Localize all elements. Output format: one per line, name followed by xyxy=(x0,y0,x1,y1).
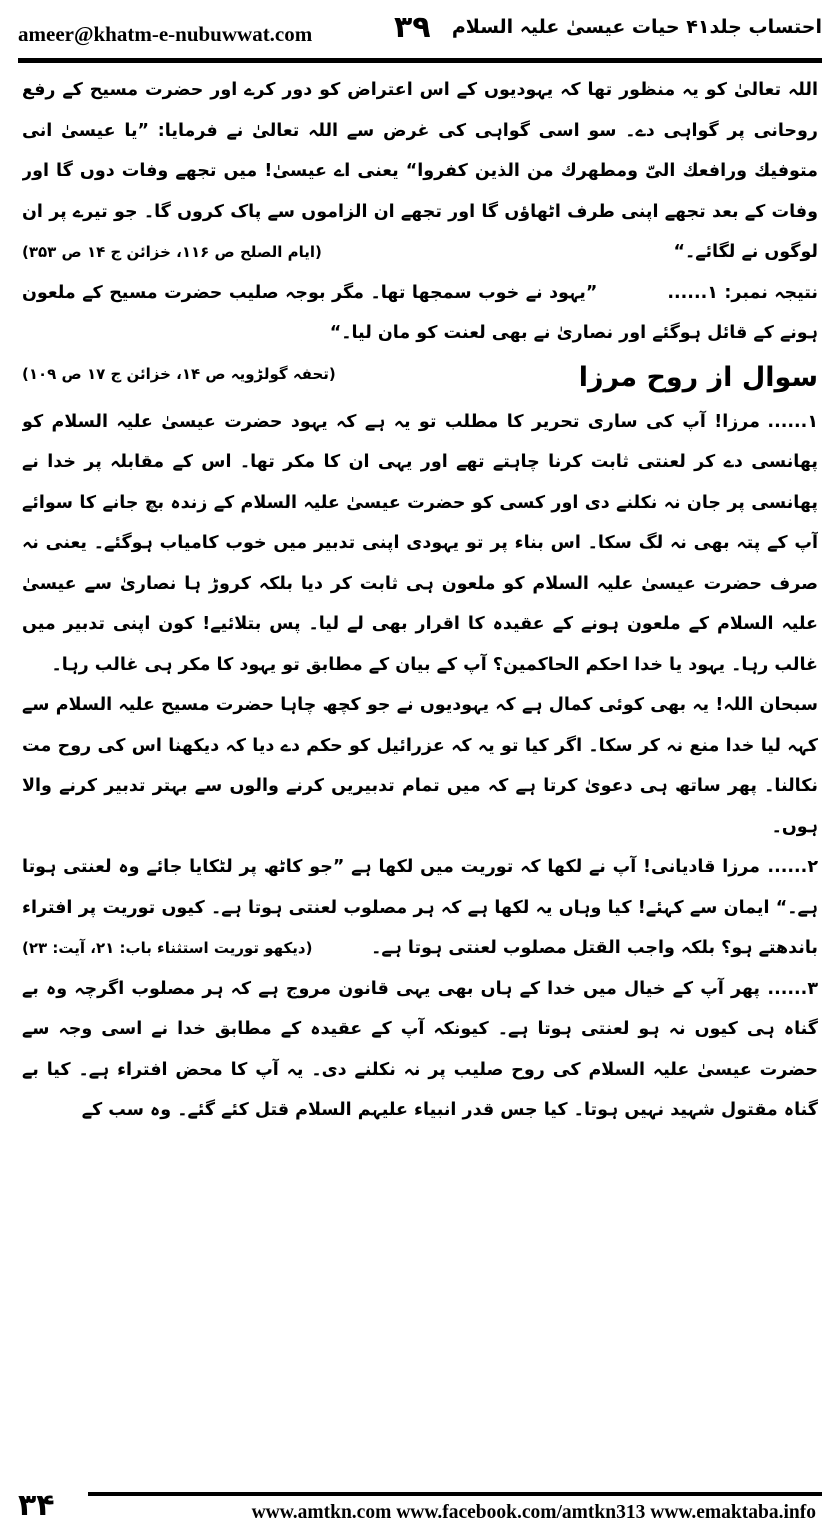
header-email[interactable]: ameer@khatm-e-nubuwwat.com xyxy=(18,22,313,46)
question-3-number: ۳...... xyxy=(767,978,818,999)
question-2-number: ۲...... xyxy=(767,857,818,877)
question-1-text: مرزا! آپ کی ساری تحریر کا مطلب تو یہ ہے کہ یہود حضرت عیسیٰ علیہ السلام کو پھانسی دے کر لعنتی ثابت کرنا چاہتے تھے اور یہی ان کا مکر تھا۔ اس کے مقابلہ پر خدا نے پھانسی پر جان نہ نکلنے دی اور کسی کو حضرت عیسیٰ علیہ السلام کے زندہ بچ جانے کا سوائے آپ کے پتہ بھی نہ لگ سکا۔ اس بناء پر تو یہودی اپنی تدبیر میں خوب کامیاب ہوگئے۔ یعنی نہ صرف حضرت عیسیٰ علیہ السلام کو ملعون ہی ثابت کر دیا بلکہ کروڑ ہا نصاریٰ سے عیسیٰ علیہ السلام کے ملعون ہونے کے عقیدہ کا اقرار بھی لے لیا۔ پس بتلائیے! کون اپنی تدبیر میں غالب رہا۔ یہود یا خدا احکم الحاکمین؟ آپ کے بیان کے مطابق تو یہود کا مکر ہی غالب رہا۔ xyxy=(22,411,818,675)
question-2-text: مرزا قادیانی! آپ نے لکھا کہ توریت میں لکھا ہے ”جو کاٹھ پر لٹکایا جائے وہ لعنتی ہوتا ہے۔“ ایمان سے کہئے! کیا وہاں یہ لکھا ہے کہ ہر مصلوب لعنتی ہوتا ہے۔ کیوں توریت پر افتراء باندھتے ہو؟ بلکہ واجب القتل مصلوب لعنتی ہوتا ہے۔ xyxy=(22,857,818,958)
quote-1-translation: “ یعنی اے عیسیٰ! میں تجھے وفات دوں گا اور وفات کے بعد تجھے اپنی طرف اٹھاؤں گا اور تجھے ان الزاموں سے پاک کروں گا۔ جو تیرے پر ان لوگوں نے لگائے۔“ xyxy=(22,161,818,262)
question-1-number: ۱...... xyxy=(767,411,818,432)
page-body xyxy=(22,70,818,1464)
quote-1-intro: اللہ تعالیٰ کو یہ منظور تھا کہ یہودیوں کے اس اعتراض کو دور کرے اور حضرت مسیح کے رفع روحانی پر گواہی دے۔ سو اسی گواہی کی غرض سے اللہ تعالیٰ نے فرمایا: ” xyxy=(22,80,818,141)
reference-torah: (دیکھو توریت استثناء باب: ۲۱، آیت: ۲۳) xyxy=(22,939,313,957)
header-divider xyxy=(18,58,822,63)
reference-tohfa-golarwiya: (تحفہ گولڑویہ ص ۱۴، خزائن ج ۱۷ ص ۱۰۹) xyxy=(22,364,336,383)
reference-ayyam-ul-sulh: (ایام الصلح ص ۱۱۶، خزائن ج ۱۴ ص ۳۵۳) xyxy=(22,243,322,261)
header-page-number: ۳۹ xyxy=(394,10,431,45)
page-footer xyxy=(18,1488,822,1528)
section-heading: سوال از روح مرزا xyxy=(578,361,818,393)
result-text: ”یہود نے خوب سمجھا تھا۔ مگر بوجہ صلیب حضرت مسیح کے ملعون ہونے کے قائل ہوگئے اور نصاریٰ نے بھی لعنت کو مان لیا۔“ xyxy=(22,282,818,343)
question-1-continuation: سبحان اللہ! یہ بھی کوئی کمال ہے کہ یہودیوں نے جو کچھ چاہا حضرت مسیح علیہ السلام سے کہہ لیا خدا منع نہ کر سکا۔ اگر کیا تو یہ کہ عزرائیل کو حکم دے دیا کہ دیکھنا اس کی روح مت نکالنا۔ پھر ساتھ ہی دعویٰ کرتا ہے کہ میں تمام تدبیریں کرنے والوں سے بہتر تدبیر کرنے والا ہوں۔ xyxy=(22,695,818,837)
question-3 xyxy=(22,969,818,1131)
footer-page-number: ۳۴ xyxy=(18,1488,55,1523)
question-1 xyxy=(22,402,818,686)
paragraph-quote-1 xyxy=(22,70,818,273)
quran-verse: یا عیسیٰ انی متوفیك ورافعك الیّ ومطهرك من الذین كفروا xyxy=(22,120,818,181)
page-header xyxy=(18,10,822,54)
header-book-title: احتساب جلد۴۱ حیات عیسیٰ علیہ السلام xyxy=(451,16,822,38)
question-3-text: پھر آپ کے خیال میں خدا کے ہاں بھی یہی قانون مروج ہے کہ ہر مصلوب اگرچہ وہ بے گناہ ہی کیوں نہ ہو لعنتی ہوتا ہے۔ کیونکہ آپ کے عقیدہ کے مطابق خدا نے اسی وجہ سے حضرت عیسیٰ علیہ السلام کی روح صلیب پر نہ نکلنے دی۔ یہ آپ کا محض افتراء ہے۔ کیا بے گناہ مقتول شہید نہیں ہوتا۔ کیا جس قدر انبیاء علیہم السلام قتل کئے گئے۔ وہ سب کے xyxy=(22,978,818,1120)
result-label: نتیجہ نمبر: ۱...... xyxy=(667,282,818,303)
footer-links[interactable]: www.amtkn.com www.facebook.com/amtkn313 www.emaktaba.info xyxy=(251,1502,816,1523)
question-2 xyxy=(22,847,818,969)
footer-divider xyxy=(88,1492,822,1496)
